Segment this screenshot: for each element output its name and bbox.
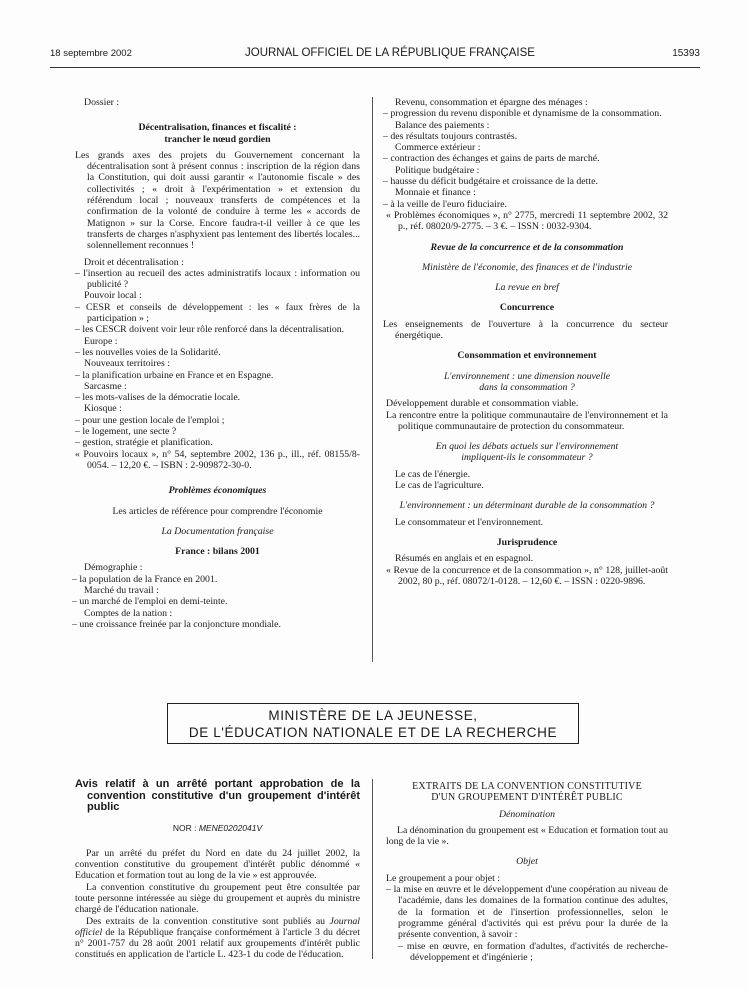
avis-paragraph bbox=[75, 916, 360, 961]
section-heading: Monnaie et finance : bbox=[395, 187, 476, 199]
section-item: – pour une gestion locale de l'emploi ; bbox=[75, 414, 225, 426]
page-number: 15393 bbox=[672, 48, 700, 59]
conso-title: Consommation et environnement bbox=[457, 350, 597, 362]
section-item: – les mots-valises de la démocratie locale. bbox=[75, 392, 241, 404]
extraits-title-1: EXTRAITS DE LA CONVENTION CONSTITUTIVE bbox=[412, 781, 642, 792]
section-item: – la population de la France en 2001. bbox=[72, 573, 218, 585]
objet-heading: Objet bbox=[516, 856, 538, 868]
section-heading: Balance des paiements : bbox=[395, 119, 490, 131]
section-heading: Sarcasme : bbox=[84, 380, 127, 392]
avis-text: de la République française conformément à l'article 3 du décret n° 2001-757 du 28 août 2001 relatif aux groupements d'intérêt public constitués en application de l'article L. 423-1 du code de l'éducation. bbox=[75, 926, 360, 961]
rcc-brief: La revue en bref bbox=[495, 282, 559, 294]
nor-label: NOR : bbox=[172, 822, 197, 833]
section-heading: Revenu, consommation et épargne des ménages : bbox=[395, 97, 588, 108]
section-item: – progression du revenu disponible et dynamisme de la consommation. bbox=[383, 108, 662, 120]
left-column-lower bbox=[75, 779, 360, 961]
pe-reference: « Problèmes économiques », n° 2775, mercredi 11 septembre 2002, 32 p., réf. 08020/9-2775. – 3 €. – ISSN : 0032-9304. bbox=[386, 209, 668, 233]
section-item: – gestion, stratégie et planification. bbox=[75, 437, 213, 449]
rcc-reference: « Revue de la concurrence et de la consommation », n° 128, juillet-août 2002, 80 p., réf. 08072/1-0128. – 12,60 €. – ISSN : 0220-9896. bbox=[386, 564, 668, 587]
jurisprudence-text: Résumés en anglais et en espagnol. bbox=[395, 553, 534, 565]
denomination-heading: Dénomination bbox=[498, 808, 556, 820]
section-heading: Pouvoir local : bbox=[84, 290, 142, 302]
section-item: – un marché de l'emploi en demi-teinte. bbox=[72, 596, 228, 608]
dossier-label: Dossier : bbox=[84, 97, 120, 108]
conso-subtitle-1a: L'environnement : une dimension nouvelle bbox=[443, 370, 611, 382]
conso-line: Le consommateur et l'environnement. bbox=[395, 516, 544, 528]
dossier-title-2: trancher le nœud gordien bbox=[164, 133, 271, 145]
section-item: – CESR et conseils de développement : les « faux frères de la participation » ; bbox=[75, 301, 360, 325]
objet-item: – la mise en œuvre et le développement d'une coopération au niveau de l'académie, dans les domaines de la formation continue des adultes, de la formation et de l'insertion professionnelles, selon le programme général d'activités qui est prévu pour la durée de la présente convention, à savoir : bbox=[386, 884, 668, 941]
right-column-upper bbox=[383, 97, 668, 587]
concurrence-text: Les enseignements de l'ouverture à la concurrence du secteur énergétique. bbox=[383, 318, 668, 342]
section-item: – à la veille de l'euro fiduciaire. bbox=[383, 198, 507, 210]
ministry-box bbox=[167, 703, 579, 744]
section-item: – hausse du déficit budgétaire et croissance de la dette. bbox=[383, 176, 598, 188]
section-heading: Commerce extérieur : bbox=[395, 142, 481, 154]
objet-subitem: – mise en œuvre, en formation d'adultes, d'activités de recherche-développement et d'ingénierie ; bbox=[398, 940, 668, 963]
avis-paragraph: Par un arrêté du préfet du Nord en date du 24 juillet 2002, la convention constitutive du groupement d'intérêt public dénommé « Education et formation tout au long de la vie » est approuvée. bbox=[75, 847, 360, 882]
column-divider bbox=[372, 97, 373, 662]
section-heading: Marché du travail : bbox=[84, 584, 159, 596]
left-column-upper bbox=[72, 97, 360, 630]
rcc-title: Revue de la concurrence et de la consommation bbox=[430, 241, 624, 253]
section-heading: Nouveaux territoires : bbox=[84, 358, 170, 370]
avis-paragraph: La convention constitutive du groupement peut être consultée par toute personne intéressée au siège du groupement et auprès du ministre chargé de l'éducation nationale. bbox=[75, 881, 360, 916]
extraits-title-2: D'UN GROUPEMENT D'INTÉRÊT PUBLIC bbox=[431, 792, 623, 804]
header-rule bbox=[50, 67, 700, 68]
section-item: – l'insertion au recueil des actes administratifs locaux : information ou publicité ? bbox=[75, 267, 360, 291]
pouvoirs-reference: « Pouvoirs locaux », n° 54, septembre 2002, 136 p., ill., réf. 08155/8-0054. – 12,20 €. – ISBN : 2-909872-30-0. bbox=[75, 448, 360, 471]
dossier-title-1: Décentralisation, finances et fiscalité : bbox=[138, 122, 297, 134]
nor-code: MENE0202041V bbox=[198, 822, 263, 833]
right-column-lower bbox=[386, 781, 668, 963]
conso-line: Développement durable et consommation viable. bbox=[386, 398, 579, 410]
section-item: – la planification urbaine en France et en Espagne. bbox=[75, 369, 274, 381]
header-date: 18 septembre 2002 bbox=[50, 48, 132, 59]
section-heading: Comptes de la nation : bbox=[84, 607, 173, 619]
rcc-ministry: Ministère de l'économie, des finances et de l'industrie bbox=[421, 261, 633, 273]
section-item: – les CESCR doivent voir leur rôle renforcé dans la décentralisation. bbox=[75, 324, 345, 336]
section-item: – contraction des échanges et gains de parts de marché. bbox=[383, 153, 600, 165]
section-heading: Politique budgétaire : bbox=[395, 164, 480, 176]
section-item: – les nouvelles voies de la Solidarité. bbox=[75, 346, 221, 358]
running-header bbox=[50, 48, 700, 62]
objet-intro: Le groupement a pour objet : bbox=[386, 872, 500, 884]
pe-issue: France : bilans 2001 bbox=[175, 546, 260, 558]
conso-line: Le cas de l'agriculture. bbox=[395, 480, 484, 492]
avis-title: Avis relatif à un arrêté portant approbation de la convention constitutive d'un groupement d'intérêt public bbox=[75, 778, 360, 813]
conso-line: Le cas de l'énergie. bbox=[395, 468, 471, 480]
dossier-intro: Les grands axes des projets du Gouvernement concernant la décentralisation sont à présent connus : inscription de la région dans la Constitution, qui doit aussi garantir « l'autonomie fiscale » des collectivités ; « droit à l'expérimentation » et extension du référendum local ; nouveaux transferts de compétences et la confirmation de la volonté de conduire à terme les « accords de Matignon » sur la Corse. Encore faudra-t-il veiller à ce que les transferts de charges n'asphyxient pas lentement des libertés locales... solennellement reconnues ! bbox=[75, 149, 360, 252]
section-heading: Démographie : bbox=[84, 562, 143, 574]
section-item: – une croissance freinée par la conjoncture mondiale. bbox=[72, 618, 281, 630]
pe-subtitle: Les articles de référence pour comprendre l'économie bbox=[112, 505, 323, 517]
conso-subtitle-2a: En quoi les débats actuels sur l'environnement bbox=[435, 441, 619, 453]
column-divider bbox=[372, 779, 373, 959]
pe-publisher: La Documentation française bbox=[161, 525, 274, 537]
jurisprudence-title: Jurisprudence bbox=[496, 536, 558, 548]
journal-officiel-ref: Journal officiel bbox=[75, 915, 360, 938]
ministry-line-1: MINISTÈRE DE LA JEUNESSE, bbox=[268, 708, 478, 723]
avis-text: Des extraits de la convention constitutive sont publiés au bbox=[86, 915, 330, 927]
section-heading: Europe : bbox=[84, 335, 118, 347]
conso-line: La rencontre entre la politique communautaire de l'environnement et la politique communautaire de protection du consommateur. bbox=[386, 409, 668, 432]
conso-subtitle-3: L'environnement : un déterminant durable de la consommation ? bbox=[399, 500, 655, 512]
ministry-line-2: DE L'ÉDUCATION NATIONALE ET DE LA RECHERCHE bbox=[188, 725, 558, 740]
conso-subtitle-1b: dans la consommation ? bbox=[479, 381, 575, 393]
nor-line bbox=[75, 823, 360, 834]
journal-title: JOURNAL OFFICIEL DE LA RÉPUBLIQUE FRANÇAISE bbox=[245, 47, 535, 59]
section-item: – le logement, une secte ? bbox=[75, 426, 177, 438]
concurrence-title: Concurrence bbox=[499, 302, 555, 314]
pe-title: Problèmes économiques bbox=[168, 485, 267, 497]
section-item: – des résultats toujours contrastés. bbox=[383, 130, 518, 142]
section-heading: Droit et décentralisation : bbox=[84, 256, 184, 268]
conso-subtitle-2b: impliquent-ils le consommateur ? bbox=[461, 452, 593, 464]
denomination-text: La dénomination du groupement est « Education et formation tout au long de la vie ». bbox=[386, 824, 668, 848]
section-heading: Kiosque : bbox=[84, 403, 122, 415]
